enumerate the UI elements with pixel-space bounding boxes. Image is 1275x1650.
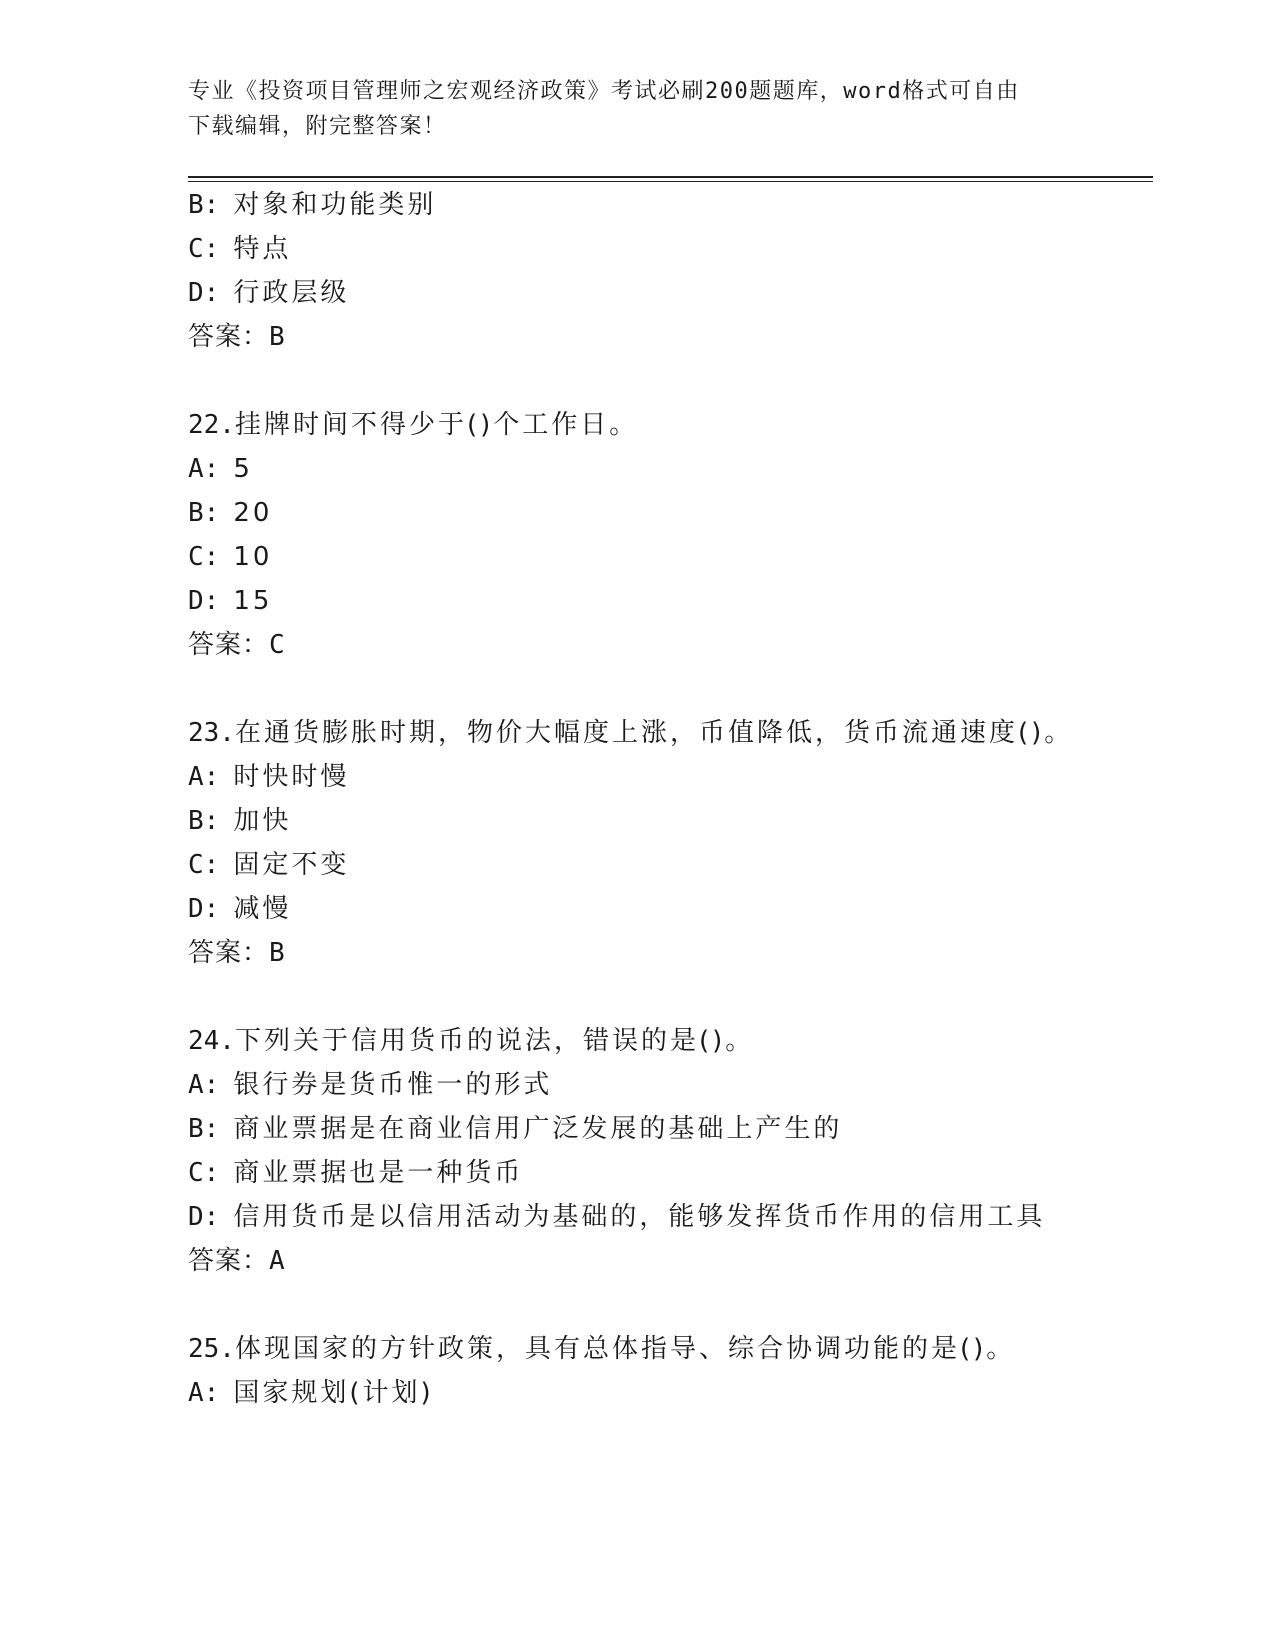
option-line bbox=[188, 1068, 552, 1102]
header-text-part1: 专业《投资项目管理师之宏观经济政策》考试必刷 bbox=[188, 79, 706, 104]
option-key: A: bbox=[188, 762, 220, 792]
header-divider-top bbox=[188, 176, 1153, 178]
option-text: 减慢 bbox=[233, 894, 292, 924]
header-word: word bbox=[843, 79, 903, 104]
option-line bbox=[188, 804, 291, 838]
question-text: 挂牌时间不得少于()个工作日。 bbox=[234, 410, 639, 440]
option-text: 15 bbox=[233, 586, 273, 616]
option-text: 固定不变 bbox=[233, 850, 350, 880]
header-text-part3: 格式可自由 bbox=[902, 79, 1020, 104]
option-line bbox=[188, 1200, 1045, 1234]
answer-value: C bbox=[269, 630, 286, 660]
option-line bbox=[188, 496, 272, 530]
header-text-line2: 下载编辑，附完整答案！ bbox=[188, 114, 447, 139]
option-key: D: bbox=[188, 586, 220, 616]
option-text: 行政层级 bbox=[233, 278, 350, 308]
answer-value: B bbox=[269, 322, 286, 352]
option-key: C: bbox=[188, 542, 220, 572]
option-text: 商业票据是在商业信用广泛发展的基础上产生的 bbox=[233, 1114, 843, 1144]
document-header bbox=[188, 74, 1068, 144]
answer-line bbox=[188, 628, 286, 662]
option-line bbox=[188, 1156, 523, 1190]
option-line bbox=[188, 188, 436, 222]
question-line bbox=[188, 408, 638, 442]
answer-value: B bbox=[269, 938, 286, 968]
header-divider-bottom bbox=[188, 181, 1153, 182]
question-number: 25. bbox=[188, 1334, 235, 1364]
option-key: D: bbox=[188, 278, 220, 308]
option-text: 时快时慢 bbox=[233, 762, 350, 792]
answer-label: 答案： bbox=[188, 1246, 270, 1276]
question-number: 22. bbox=[188, 410, 235, 440]
option-key: C: bbox=[188, 234, 220, 264]
answer-label: 答案： bbox=[188, 630, 270, 660]
option-line bbox=[188, 584, 272, 618]
answer-label: 答案： bbox=[188, 938, 270, 968]
question-line bbox=[188, 716, 1073, 750]
option-text: 20 bbox=[233, 498, 273, 528]
option-line bbox=[188, 232, 291, 266]
header-text-part2: 题题库， bbox=[749, 79, 844, 104]
option-key: B: bbox=[188, 806, 220, 836]
option-key: D: bbox=[188, 1202, 220, 1232]
question-line bbox=[188, 1332, 1015, 1366]
option-key: B: bbox=[188, 190, 220, 220]
option-text: 5 bbox=[233, 454, 253, 484]
option-key: A: bbox=[188, 1378, 220, 1408]
option-line bbox=[188, 1112, 842, 1146]
option-text: 对象和功能类别 bbox=[233, 190, 437, 220]
option-text: 国家规划(计划) bbox=[233, 1378, 434, 1408]
option-key: D: bbox=[188, 894, 220, 924]
question-text: 体现国家的方针政策，具有总体指导、综合协调功能的是()。 bbox=[234, 1334, 1016, 1364]
answer-value: A bbox=[269, 1246, 286, 1276]
option-text: 信用货币是以信用活动为基础的，能够发挥货币作用的信用工具 bbox=[233, 1202, 1046, 1232]
option-key: C: bbox=[188, 850, 220, 880]
option-line bbox=[188, 276, 349, 310]
option-key: A: bbox=[188, 1070, 220, 1100]
option-line bbox=[188, 540, 272, 574]
option-text: 10 bbox=[233, 542, 273, 572]
option-key: C: bbox=[188, 1158, 220, 1188]
option-text: 商业票据也是一种货币 bbox=[233, 1158, 524, 1188]
option-line bbox=[188, 892, 291, 926]
header-count: 200 bbox=[705, 79, 750, 104]
option-line bbox=[188, 848, 349, 882]
question-number: 23. bbox=[188, 718, 235, 748]
answer-line bbox=[188, 320, 286, 354]
option-text: 银行券是货币惟一的形式 bbox=[233, 1070, 553, 1100]
option-line bbox=[188, 1376, 434, 1410]
answer-line bbox=[188, 1244, 286, 1278]
option-text: 特点 bbox=[233, 234, 292, 264]
option-key: B: bbox=[188, 498, 220, 528]
answer-label: 答案： bbox=[188, 322, 270, 352]
question-line bbox=[188, 1024, 754, 1058]
option-text: 加快 bbox=[233, 806, 292, 836]
option-line bbox=[188, 452, 253, 486]
option-key: A: bbox=[188, 454, 220, 484]
answer-line bbox=[188, 936, 286, 970]
option-line bbox=[188, 760, 349, 794]
option-key: B: bbox=[188, 1114, 220, 1144]
question-text: 下列关于信用货币的说法，错误的是()。 bbox=[234, 1026, 755, 1056]
question-number: 24. bbox=[188, 1026, 235, 1056]
question-text: 在通货膨胀时期，物价大幅度上涨，币值降低，货币流通速度()。 bbox=[234, 718, 1074, 748]
